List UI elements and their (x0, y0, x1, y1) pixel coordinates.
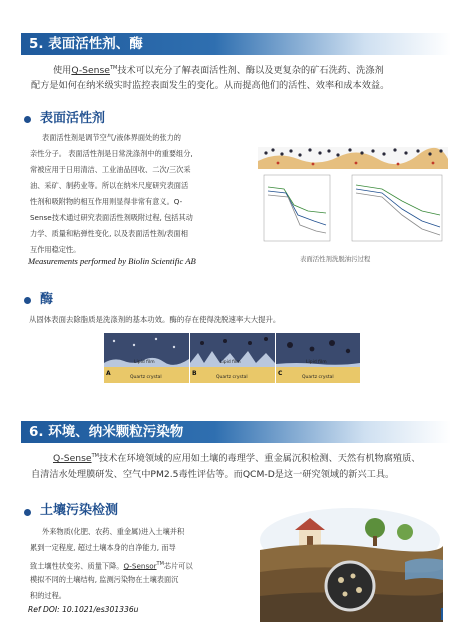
qsensor-brand: Q-Sensor (123, 561, 157, 571)
soil-figure (255, 500, 445, 622)
qsense-brand: Q-Sense (71, 65, 110, 77)
section-6-intro-line1: Q-Sense™技术在环境领域的应用如土壤的毒理学、重金属沉积检测、天然有机物腐殖质、 (53, 453, 421, 465)
enzyme-panel-b: B Lipid film Quartz crystal (190, 333, 275, 383)
qsense-brand: Q-Sense (53, 453, 92, 465)
enzyme-figure (104, 333, 360, 383)
enzyme-text: 从固体表面去除脂质是洗涤剂的基本功效。酶的存在使得洗脱速率大大提升。 (29, 315, 281, 324)
section-6-intro-line2: 自清洁水处理膜研发、空气中PM2.5毒性评估等。而QCM-D是这一研究领域的新兴工具。 (31, 469, 395, 480)
surfactant-caption: 表面活性剂洗脱油污过程 (300, 255, 371, 263)
section-6-banner (21, 421, 451, 443)
section-5-intro-line1: 使用Q-Sense™技术可以充分了解表面活性剂、酶以及更复杂的矿石洗药、洗涤剂 (53, 65, 384, 77)
surfactant-heading: 表面活性剂 (40, 111, 106, 126)
bullet-icon (24, 116, 31, 123)
reference-doi: Ref DOI: 10.1021/es301336u (28, 605, 139, 614)
enzyme-heading: 酶 (40, 292, 54, 307)
section-5-intro-line2: 配方是如何在纳米级实时监控表面发生的变化。从而提高他们的活性、效率和成本效益。 (31, 80, 390, 91)
section-6-title: 6. 环境、纳米颗粒污染物 (29, 424, 184, 440)
section-5-banner (21, 33, 451, 55)
section-5-title: 5. 表面活性剂、酶 (29, 36, 143, 52)
measurement-credit: Measurements performed by Biolin Scientific AB (28, 256, 196, 266)
bullet-icon (24, 297, 31, 304)
soil-heading: 土壤污染检测 (40, 503, 119, 518)
surfactant-figure (258, 139, 448, 249)
bullet-icon (24, 509, 31, 516)
enzyme-panel-c: C Lipid film Quartz crystal (276, 333, 360, 383)
enzyme-panel-a: A Lipid film Quartz crystal (104, 333, 189, 383)
